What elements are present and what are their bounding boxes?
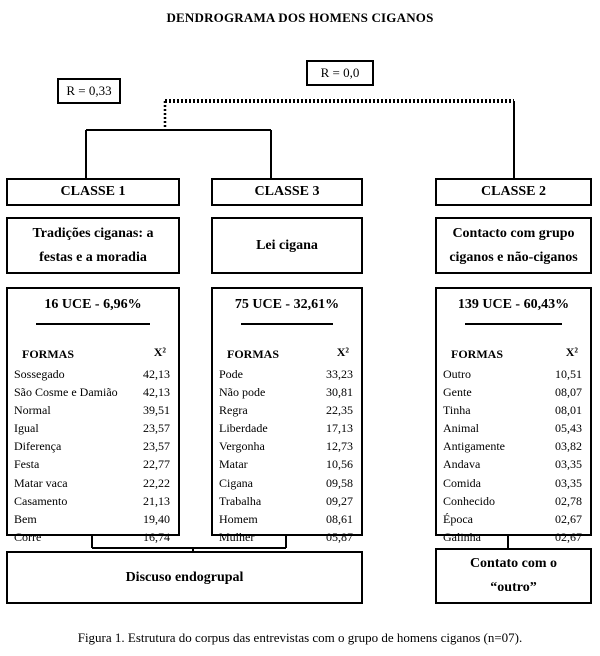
table-row — [219, 455, 353, 473]
table-row — [14, 437, 170, 455]
chi-cell: 23,57 — [143, 439, 170, 454]
classe-1-label: CLASSE 1 — [60, 184, 126, 199]
table-row — [443, 492, 582, 510]
chi-cell: 19,40 — [143, 511, 170, 526]
forma-cell: Sossegado — [14, 367, 65, 381]
table-row — [443, 419, 582, 437]
r-top-value: R = 0,0 — [320, 65, 360, 80]
r-left-box — [57, 78, 121, 104]
chi-cell: 02,67 — [555, 529, 582, 544]
forma-cell: Conhecido — [443, 493, 495, 508]
forma-cell: Trabalha — [219, 493, 262, 508]
classe-3-uce: 75 UCE - 32,61% — [234, 297, 340, 312]
chi-cell: 08,01 — [555, 403, 582, 418]
classe-3-table — [211, 287, 363, 544]
forma-cell: Homem — [219, 511, 258, 526]
outcome-right-box — [435, 548, 592, 604]
forma-cell: Cigana — [219, 475, 253, 490]
classe-3-uce-underline — [241, 323, 333, 325]
table-row — [14, 455, 170, 473]
table-row — [14, 365, 170, 383]
forma-cell: Regra — [219, 403, 248, 418]
table-row — [219, 510, 353, 528]
r-top-box — [306, 60, 374, 86]
classe-2-label: CLASSE 2 — [481, 184, 546, 199]
classe-3-chi-header: X² — [336, 345, 349, 359]
classe-2-theme-line-1: Contacto com grupo — [452, 225, 575, 241]
chi-cell: 09,27 — [326, 493, 353, 508]
forma-cell: Igual — [14, 421, 39, 436]
r-left-value: R = 0,33 — [66, 83, 112, 98]
forma-cell: Comida — [443, 475, 481, 490]
classe-1-chi-header: X² — [153, 345, 166, 359]
classe-3-rows — [219, 365, 353, 546]
classe-3-theme-line-1: Lei cigana — [256, 237, 318, 253]
classe-1-table — [6, 287, 180, 544]
chi-cell: 17,13 — [326, 421, 353, 436]
chi-cell: 02,78 — [555, 493, 582, 508]
forma-cell: Corre — [14, 529, 42, 544]
forma-cell: Liberdade — [219, 421, 268, 436]
forma-cell: Matar vaca — [14, 475, 68, 490]
forma-cell: Festa — [14, 457, 40, 472]
forma-cell: Pode — [219, 367, 243, 381]
chi-cell: 39,51 — [143, 403, 170, 418]
table-row — [443, 510, 582, 528]
forma-cell: Galinha — [443, 529, 481, 544]
chi-cell: 22,35 — [326, 403, 353, 418]
table-row — [14, 383, 170, 401]
figure-caption: Figura 1. Estrutura do corpus das entrevistas com o grupo de homens ciganos (n=07). — [77, 630, 523, 645]
classe-1-formas-header: FORMAS — [22, 347, 74, 361]
forma-cell: Andava — [443, 457, 481, 472]
classe-1-theme-line-2: festas e a moradia — [39, 249, 147, 265]
chi-cell: 30,81 — [326, 385, 353, 400]
classe-2-rows — [443, 365, 582, 546]
classe-2-theme-line-2: ciganos e não-ciganos — [449, 249, 578, 265]
table-row — [443, 365, 582, 383]
classe-3-label: CLASSE 3 — [254, 184, 320, 199]
chi-cell: 03,35 — [555, 475, 582, 490]
chi-cell: 16,74 — [143, 529, 170, 544]
chi-cell: 02,67 — [555, 511, 582, 526]
chi-cell: 42,13 — [143, 367, 170, 381]
classe-1-uce-underline — [36, 323, 150, 325]
forma-cell: Época — [443, 511, 473, 526]
forma-cell: São Cosme e Damião — [14, 385, 118, 400]
classe-3-theme — [211, 217, 363, 274]
table-row — [219, 419, 353, 437]
table-row — [219, 365, 353, 383]
classe-2-header — [435, 178, 592, 206]
classe-2-uce-underline — [465, 323, 562, 325]
table-row — [14, 419, 170, 437]
outcome-left-box — [6, 551, 363, 604]
chi-cell: 10,51 — [555, 367, 582, 381]
table-row — [14, 474, 170, 492]
forma-cell: Animal — [443, 421, 479, 436]
chi-cell: 42,13 — [143, 385, 170, 400]
chi-cell: 10,56 — [326, 457, 353, 472]
page-title: DENDROGRAMA DOS HOMENS CIGANOS — [166, 10, 434, 25]
table-row — [14, 510, 170, 528]
forma-cell: Gente — [443, 385, 472, 400]
classe-2-formas-header: FORMAS — [451, 347, 503, 361]
forma-cell: Antigamente — [443, 439, 505, 454]
chi-cell: 22,22 — [143, 475, 170, 490]
forma-cell: Bem — [14, 511, 37, 526]
forma-cell: Matar — [219, 457, 248, 472]
chi-cell: 05,87 — [326, 529, 353, 544]
chi-cell: 23,57 — [143, 421, 170, 436]
table-row — [443, 474, 582, 492]
chi-cell: 09,58 — [326, 475, 353, 490]
table-row — [14, 401, 170, 419]
forma-cell: Não pode — [219, 385, 266, 400]
table-row — [219, 437, 353, 455]
outcome-right-line-2: “outro” — [490, 580, 537, 595]
table-row — [443, 383, 582, 401]
forma-cell: Tinha — [443, 403, 471, 418]
forma-cell: Casamento — [14, 493, 68, 508]
table-row — [443, 455, 582, 473]
classe-1-theme-line-1: Tradições ciganas: a — [32, 225, 154, 241]
outcome-right-line-1: Contato com o — [469, 556, 558, 571]
classe-1-uce: 16 UCE - 6,96% — [44, 297, 142, 312]
table-row — [14, 492, 170, 510]
chi-cell: 05,43 — [555, 421, 582, 436]
classe-2-theme — [435, 217, 592, 274]
classe-3-header — [211, 178, 363, 206]
table-row — [219, 492, 353, 510]
chi-cell: 08,07 — [555, 385, 582, 400]
table-row — [443, 401, 582, 419]
forma-cell: Outro — [443, 367, 471, 381]
classe-3-formas-header: FORMAS — [227, 347, 279, 361]
chi-cell: 21,13 — [143, 493, 170, 508]
classe-1-rows — [14, 365, 170, 546]
classe-1-header — [6, 178, 180, 206]
classe-2-chi-header: X² — [565, 345, 578, 359]
classe-1-theme — [6, 217, 180, 274]
forma-cell: Diferença — [14, 439, 62, 454]
forma-cell: Mulher — [219, 529, 255, 544]
forma-cell: Vergonha — [219, 439, 265, 454]
table-row — [219, 528, 353, 546]
outcome-left-text: Discuso endogrupal — [125, 569, 244, 585]
classe-2-table — [435, 287, 592, 544]
forma-cell: Normal — [14, 403, 51, 418]
classe-2-uce: 139 UCE - 60,43% — [457, 297, 570, 312]
table-row — [219, 474, 353, 492]
table-row — [14, 528, 170, 546]
chi-cell: 08,61 — [326, 511, 353, 526]
table-row — [443, 437, 582, 455]
table-row — [443, 528, 582, 546]
table-row — [219, 401, 353, 419]
table-row — [219, 383, 353, 401]
chi-cell: 03,35 — [555, 457, 582, 472]
chi-cell: 12,73 — [326, 439, 353, 454]
chi-cell: 03,82 — [555, 439, 582, 454]
chi-cell: 22,77 — [143, 457, 170, 472]
chi-cell: 33,23 — [326, 367, 353, 381]
